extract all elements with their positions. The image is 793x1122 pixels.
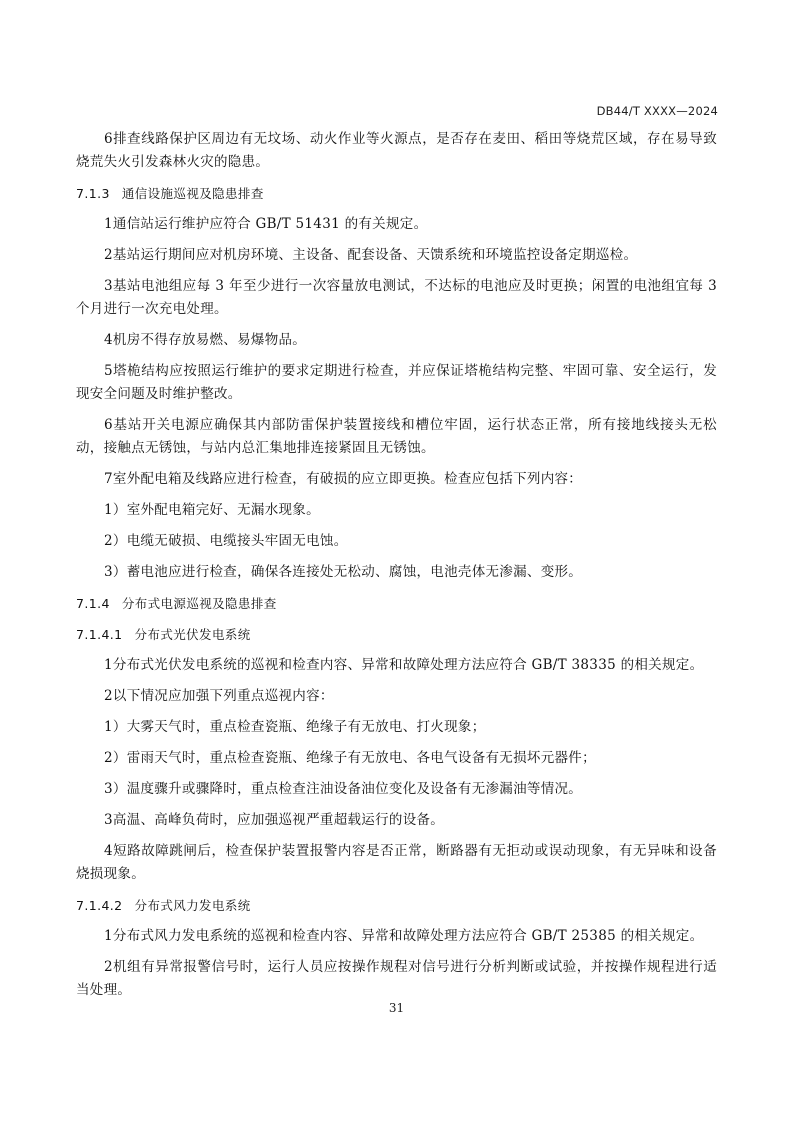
section-number: 7.1.4.1 — [76, 627, 123, 642]
paragraph: 4短路故障跳闸后，检查保护装置报警内容是否正常，断路器有无拒动或误动现象，有无异味和设备烧损现象。 — [76, 843, 717, 882]
paragraph: 1通信站运行维护应符合 GB/T 51431 的有关规定。 — [104, 216, 428, 232]
list-item: 1）室外配电箱完好、无漏水现象。 — [104, 502, 320, 518]
section-heading-7-1-4-2 — [76, 894, 717, 917]
section-heading-7-1-3 — [76, 182, 717, 205]
section-heading-7-1-4-1 — [76, 623, 717, 646]
paragraph: 2机组有异常报警信号时，运行人员应按操作规程对信号进行分析判断或试验，并按操作规程进行适当处理。 — [76, 959, 717, 998]
document-code-header: DB44/T XXXX—2024 — [596, 104, 718, 118]
paragraph: 4机房不得存放易燃、易爆物品。 — [104, 332, 307, 348]
section-number: 7.1.4 — [76, 596, 110, 611]
section-heading-7-1-4 — [76, 592, 717, 615]
list-item: 2）电缆无破损、电缆接头牢固无电蚀。 — [104, 533, 348, 549]
page-number: 31 — [388, 1001, 405, 1015]
section-title: 分布式电源巡视及隐患排查 — [121, 596, 277, 611]
list-item: 2）雷雨天气时，重点检查瓷瓶、绝缘子有无放电、各电气设备有无损坏元器件； — [104, 750, 596, 766]
section-title: 通信设施巡视及隐患排查 — [121, 186, 264, 201]
section-title: 分布式风力发电系统 — [134, 898, 251, 913]
list-item: 1）大雾天气时，重点检查瓷瓶、绝缘子有无放电、打火现象； — [104, 719, 486, 735]
document-body — [76, 128, 717, 1010]
section-number: 7.1.3 — [76, 186, 110, 201]
paragraph: 1分布式风力发电系统的巡视和检查内容、异常和故障处理方法应符合 GB/T 25385 的相关规定。 — [104, 928, 704, 944]
paragraph: 2以下情况应加强下列重点巡视内容： — [104, 688, 334, 704]
list-item: 3）温度骤升或骤降时，重点检查注油设备油位变化及设备有无渗漏油等情况。 — [104, 781, 583, 797]
paragraph: 3基站电池组应每 3 年至少进行一次容量放电测试，不达标的电池应及时更换；闲置的电池组宜每 3 个月进行一次充电处理。 — [76, 278, 717, 317]
paragraph: 5塔桅结构应按照运行维护的要求定期进行检查，并应保证塔桅结构完整、牢固可靠、安全运行，发现安全问题及时维护整改。 — [76, 363, 717, 402]
paragraph: 6基站开关电源应确保其内部防雷保护装置接线和槽位牢固，运行状态正常，所有接地线接头无松动，接触点无锈蚀，与站内总汇集地排连接紧固且无锈蚀。 — [76, 417, 717, 456]
paragraph: 1分布式光伏发电系统的巡视和检查内容、异常和故障处理方法应符合 GB/T 38335 的相关规定。 — [104, 657, 704, 673]
list-item: 3）蓄电池应进行检查，确保各连接处无松动、腐蚀，电池壳体无渗漏、变形。 — [104, 564, 583, 580]
paragraph: 7室外配电箱及线路应进行检查，有破损的应立即更换。检查应包括下列内容： — [104, 471, 583, 487]
section-number: 7.1.4.2 — [76, 898, 123, 913]
paragraph: 6排查线路保护区周边有无坟场、动火作业等火源点，是否存在麦田、稻田等烧荒区域，存在易导致烧荒失火引发森林火灾的隐患。 — [76, 131, 717, 170]
section-title: 分布式光伏发电系统 — [134, 627, 251, 642]
paragraph: 3高温、高峰负荷时，应加强巡视严重超载运行的设备。 — [104, 812, 445, 828]
paragraph: 2基站运行期间应对机房环境、主设备、配套设备、天馈系统和环境监控设备定期巡检。 — [104, 247, 638, 263]
